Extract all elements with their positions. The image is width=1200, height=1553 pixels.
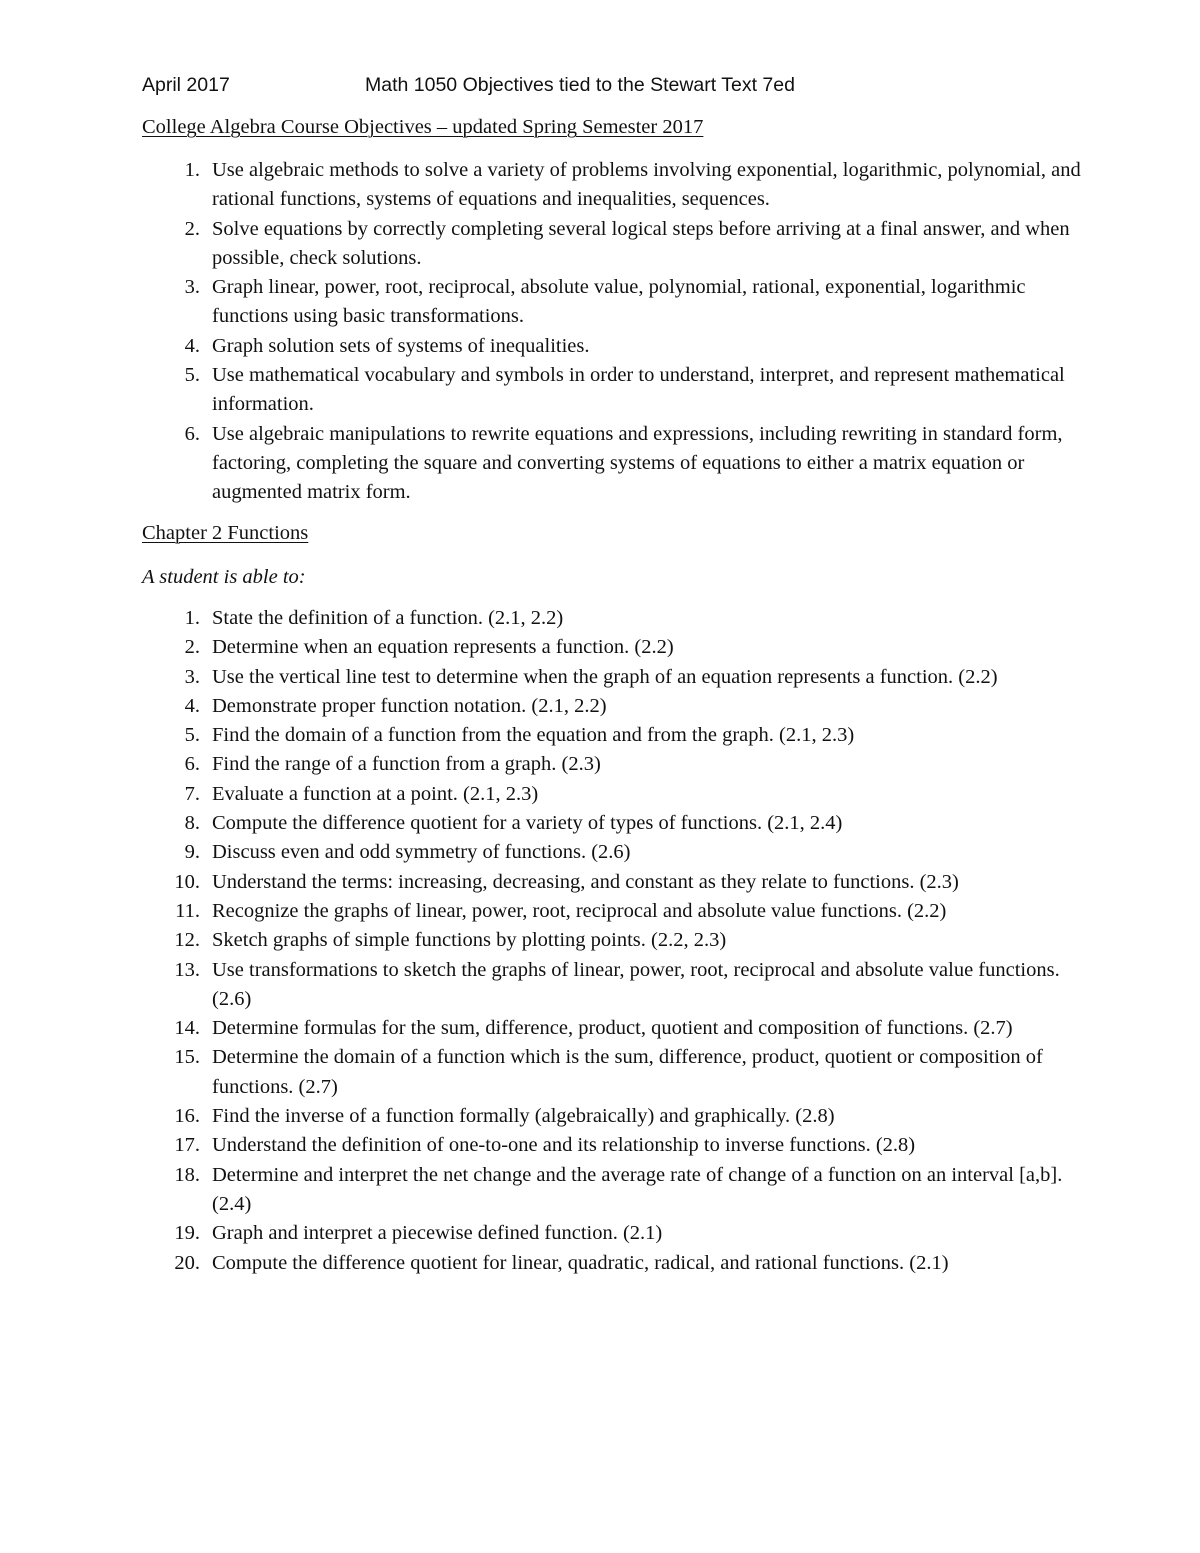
item-number: 20. bbox=[174, 1251, 200, 1274]
list-item bbox=[142, 1043, 1082, 1102]
item-number: 13. bbox=[174, 958, 200, 981]
list-item bbox=[142, 956, 1082, 1015]
item-text: Use mathematical vocabulary and symbols in order to understand, interpret, and represent mathematical information. bbox=[212, 364, 1065, 416]
list-item bbox=[142, 897, 1082, 926]
item-number: 15. bbox=[174, 1046, 200, 1069]
item-text: Use the vertical line test to determine when the graph of an equation represents a function. (2.2) bbox=[212, 665, 998, 688]
item-text: Understand the definition of one-to-one and its relationship to inverse functions. (2.8) bbox=[212, 1134, 916, 1157]
list-item bbox=[142, 156, 1082, 215]
item-number: 18. bbox=[174, 1163, 200, 1186]
item-text: Graph linear, power, root, reciprocal, absolute value, polynomial, rational, exponential, logarithmic functions using basic transformations. bbox=[212, 276, 1026, 328]
list-item bbox=[142, 1014, 1082, 1043]
page-header bbox=[142, 70, 1042, 100]
list-item bbox=[142, 868, 1082, 897]
list-item bbox=[142, 663, 1082, 692]
list-item bbox=[142, 215, 1082, 274]
item-number: 1. bbox=[184, 159, 200, 181]
item-text: Use algebraic manipulations to rewrite equations and expressions, including rewriting in standard form, factoring, completing the square and converting systems of equations to either a matrix equation or augmented matrix form. bbox=[212, 422, 1063, 504]
list-item bbox=[142, 721, 1082, 750]
item-text: Determine when an equation represents a function. (2.2) bbox=[212, 636, 674, 659]
item-number: 2. bbox=[184, 636, 200, 659]
item-text: Use algebraic methods to solve a variety of problems involving exponential, logarithmic, polynomial, and rational functions, systems of equations and inequalities, sequences. bbox=[212, 159, 1081, 211]
item-number: 16. bbox=[174, 1105, 200, 1128]
item-number: 6. bbox=[184, 422, 200, 445]
item-number: 8. bbox=[184, 812, 200, 835]
item-text: Graph solution sets of systems of inequalities. bbox=[212, 334, 590, 357]
item-text: Recognize the graphs of linear, power, root, reciprocal and absolute value functions. (2.2) bbox=[212, 899, 947, 922]
item-text: Determine formulas for the sum, difference, product, quotient and composition of functions. (2.7) bbox=[212, 1017, 1013, 1040]
list-item bbox=[142, 780, 1082, 809]
list-item bbox=[142, 1161, 1082, 1220]
course-objectives-title: College Algebra Course Objectives – updated Spring Semester 2017 bbox=[142, 116, 704, 138]
list-item bbox=[142, 809, 1082, 838]
chapter-title: Chapter 2 Functions bbox=[142, 522, 309, 544]
item-number: 5. bbox=[184, 364, 200, 387]
item-number: 4. bbox=[184, 694, 200, 717]
item-text: Determine and interpret the net change and the average rate of change of a function on an interval [a,b]. (2.4) bbox=[212, 1163, 1063, 1215]
list-item bbox=[142, 604, 1082, 633]
list-item bbox=[142, 420, 1082, 508]
item-number: 6. bbox=[184, 753, 200, 776]
list-item bbox=[142, 361, 1082, 420]
item-text: State the definition of a function. (2.1, 2.2) bbox=[212, 607, 564, 629]
item-text: Demonstrate proper function notation. (2.1, 2.2) bbox=[212, 694, 607, 717]
list-item bbox=[142, 633, 1082, 662]
item-text: Compute the difference quotient for linear, quadratic, radical, and rational functions. (2.1) bbox=[212, 1251, 949, 1274]
item-number: 14. bbox=[174, 1017, 200, 1040]
item-number: 4. bbox=[184, 334, 200, 357]
list-item bbox=[142, 1131, 1082, 1160]
item-text: Use transformations to sketch the graphs of linear, power, root, reciprocal and absolute value functions. (2.6) bbox=[212, 958, 1060, 1010]
item-text: Solve equations by correctly completing several logical steps before arriving at a final answer, and when possible, check solutions. bbox=[212, 217, 1070, 269]
course-objectives-list bbox=[142, 156, 1082, 508]
item-text: Sketch graphs of simple functions by plotting points. (2.2, 2.3) bbox=[212, 929, 727, 952]
list-item bbox=[142, 332, 1082, 361]
item-number: 7. bbox=[184, 782, 200, 805]
item-text: Compute the difference quotient for a variety of types of functions. (2.1, 2.4) bbox=[212, 812, 843, 835]
item-number: 17. bbox=[174, 1134, 200, 1157]
list-item bbox=[142, 273, 1082, 332]
list-item bbox=[142, 1249, 1082, 1278]
item-number: 11. bbox=[175, 899, 200, 922]
item-text: Find the domain of a function from the equation and from the graph. (2.1, 2.3) bbox=[212, 724, 855, 747]
item-number: 1. bbox=[184, 607, 200, 629]
list-item bbox=[142, 838, 1082, 867]
item-text: Find the range of a function from a graph. (2.3) bbox=[212, 753, 601, 776]
list-item bbox=[142, 1219, 1082, 1248]
item-text: Find the inverse of a function formally (algebraically) and graphically. (2.8) bbox=[212, 1105, 835, 1128]
item-text: Graph and interpret a piecewise defined function. (2.1) bbox=[212, 1222, 663, 1245]
item-number: 9. bbox=[184, 841, 200, 864]
item-number: 19. bbox=[174, 1222, 200, 1245]
item-number: 3. bbox=[184, 276, 200, 299]
item-number: 12. bbox=[174, 929, 200, 952]
item-number: 5. bbox=[184, 724, 200, 747]
item-text: Discuss even and odd symmetry of functions. (2.6) bbox=[212, 841, 631, 864]
item-text: Determine the domain of a function which is the sum, difference, product, quotient or composition of functions. (2.7) bbox=[212, 1046, 1043, 1098]
item-text: Understand the terms: increasing, decreasing, and constant as they relate to functions. (2.3) bbox=[212, 870, 959, 893]
header-date: April 2017 bbox=[142, 74, 230, 96]
list-item bbox=[142, 926, 1082, 955]
list-item bbox=[142, 692, 1082, 721]
list-item bbox=[142, 750, 1082, 779]
item-number: 3. bbox=[184, 665, 200, 688]
chapter-intro: A student is able to: bbox=[142, 566, 306, 588]
item-text: Evaluate a function at a point. (2.1, 2.3) bbox=[212, 782, 539, 805]
item-number: 10. bbox=[174, 870, 200, 893]
item-number: 2. bbox=[184, 217, 200, 240]
header-title: Math 1050 Objectives tied to the Stewart Text 7ed bbox=[365, 74, 795, 96]
chapter-objectives-list bbox=[142, 604, 1082, 1278]
list-item bbox=[142, 1102, 1082, 1131]
